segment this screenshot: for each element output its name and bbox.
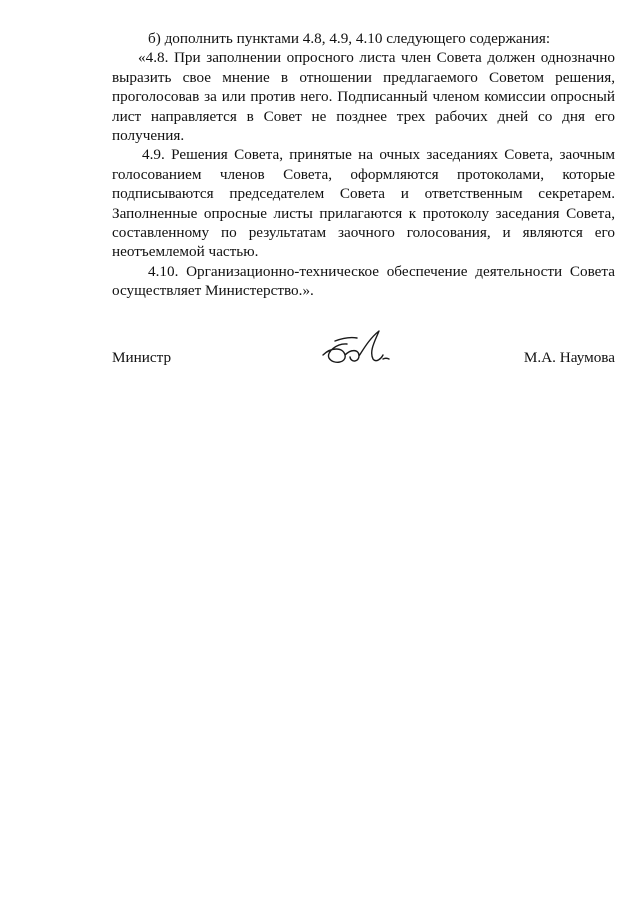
document-body: [112, 29, 615, 301]
paragraph-b: б) дополнить пунктами 4.8, 4.9, 4.10 следующего содержания:: [148, 30, 551, 47]
handwritten-signature-icon: [317, 325, 397, 369]
minister-title: Министр: [112, 349, 172, 366]
minister-name: М.А. Наумова: [523, 349, 615, 366]
paragraph-4-9: 4.9. Решения Совета, принятые на очных заседаниях Совета, заочным голосованием членов Совета, оформляются протоколами, которые подписываются председателем Совета и ответственным секретарем. Заполненные опросные листы прилагаются к протоколу заседания Совета, составленному по результатам заочного голосования, и являются его неотъемлемой частью.: [112, 146, 615, 261]
paragraph-4-10: 4.10. Организационно-техническое обеспечение деятельности Совета осуществляет Министерство.».: [112, 262, 615, 300]
signature-block: [112, 337, 615, 377]
paragraph-4-8: «4.8. При заполнении опросного листа член Совета должен однозначно выразить свое мнение в отношении предлагаемого Советом решения, проголосовав за или против него. Подписанный членом комиссии опросный лист направляется в Совет не позднее трех рабочих дней со дня его получения.: [112, 49, 615, 145]
